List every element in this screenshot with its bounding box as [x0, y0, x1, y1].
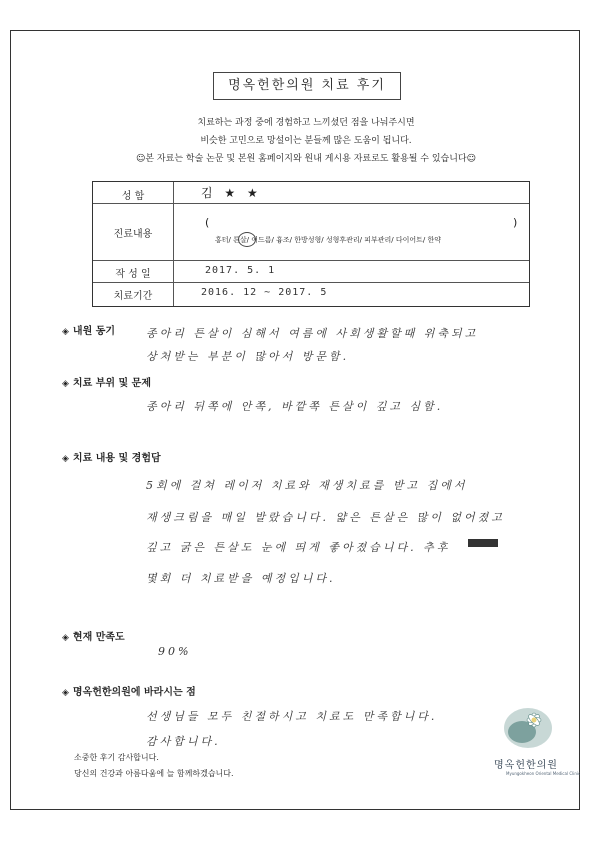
date-label: 작 성 일: [115, 269, 151, 280]
table-column-divider: [173, 182, 174, 306]
section-label: 현재 만족도: [72, 632, 125, 643]
treatment-paren-open: (: [205, 216, 210, 229]
page-title: 명옥헌한의원 치료 후기: [213, 72, 401, 100]
diamond-bullet-icon: ◈: [62, 688, 69, 698]
period-value[interactable]: 2016. 12 ~ 2017. 5: [201, 287, 328, 298]
name-label: 성 함: [121, 191, 145, 202]
satisfaction-value[interactable]: 90%: [158, 645, 192, 658]
experience-line-2[interactable]: 재생크림을 매일 발랐습니다. 얇은 튼살은 많이 없어졌고: [146, 511, 505, 524]
section-area-problem: [62, 374, 151, 389]
clinic-logo-icon: [494, 700, 558, 754]
experience-line-1[interactable]: 5회에 걸쳐 레이저 치료와 재생치료를 받고 집에서: [146, 479, 468, 492]
treatment-label: 진료내용: [113, 229, 153, 240]
table-row-divider: [93, 282, 529, 283]
footer-line-1: 소중한 후기 감사합니다.: [74, 753, 159, 762]
treatment-paren-close: ): [513, 216, 518, 229]
experience-line-3[interactable]: 깊고 굵은 튼살도 눈에 띄게 좋아졌습니다. 추후: [146, 541, 451, 554]
section-label: 치료 부위 및 문제: [72, 378, 151, 389]
visit-motive-line-1[interactable]: 종아리 튼살이 심해서 여름에 사회생활할때 위축되고: [146, 327, 479, 340]
clinic-logo-name: 명옥헌한의원: [494, 760, 558, 771]
section-visit-motive: [62, 322, 115, 337]
section-wish: [62, 683, 196, 698]
selected-option-circle: [238, 232, 256, 247]
intro-line-1: 치료하는 과정 중에 경험하고 느끼셨던 점을 나눠주시면: [197, 118, 415, 128]
diamond-bullet-icon: ◈: [62, 633, 69, 643]
date-value[interactable]: 2017. 5. 1: [205, 265, 276, 276]
intro-line-2: 비슷한 고민으로 망설이는 분들께 많은 도움이 됩니다.: [200, 136, 412, 146]
intro-line-3: ☺본 자료는 학술 논문 및 본원 홈페이지와 원내 게시용 자료로도 활용될 수 있습니다☺: [136, 154, 476, 164]
section-label: 명옥헌한의원에 바라시는 점: [72, 687, 196, 698]
diamond-bullet-icon: ◈: [62, 379, 69, 389]
section-label: 치료 내용 및 경험담: [72, 453, 161, 464]
area-problem-line-1[interactable]: 종아리 뒤쪽에 안쪽, 바깥쪽 튼살이 깊고 심함.: [146, 400, 444, 413]
table-row-divider: [93, 260, 529, 261]
treatment-options[interactable]: 홍터/ 튼살/ 여드름/ 흉조/ 한방성형/ 성형후관리/ 피부관리/ 다이어트/ 한약: [215, 236, 442, 244]
diamond-bullet-icon: ◈: [62, 327, 69, 337]
section-satisfaction: [62, 628, 125, 643]
experience-line-4[interactable]: 몇회 더 치료받을 예정입니다.: [146, 572, 336, 585]
wish-line-2[interactable]: 감사합니다.: [146, 735, 221, 748]
info-table: [92, 181, 530, 307]
section-label: 내원 동기: [72, 326, 116, 337]
scribble-mark: [468, 539, 498, 547]
diamond-bullet-icon: ◈: [62, 454, 69, 464]
section-experience: [62, 449, 161, 464]
period-label: 치료기간: [113, 291, 153, 302]
table-row-divider: [93, 203, 529, 204]
name-value[interactable]: 김 ★ ★: [201, 186, 262, 200]
wish-line-1[interactable]: 선생님들 모두 친절하시고 치료도 만족합니다.: [146, 710, 438, 723]
visit-motive-line-2[interactable]: 상처받는 부분이 많아서 방문함.: [146, 350, 350, 363]
footer-line-2: 당신의 건강과 아름다움에 늘 함께하겠습니다.: [74, 769, 234, 778]
clinic-logo-subtitle: Myungokheon Oriental Medical Clinic: [506, 771, 581, 776]
